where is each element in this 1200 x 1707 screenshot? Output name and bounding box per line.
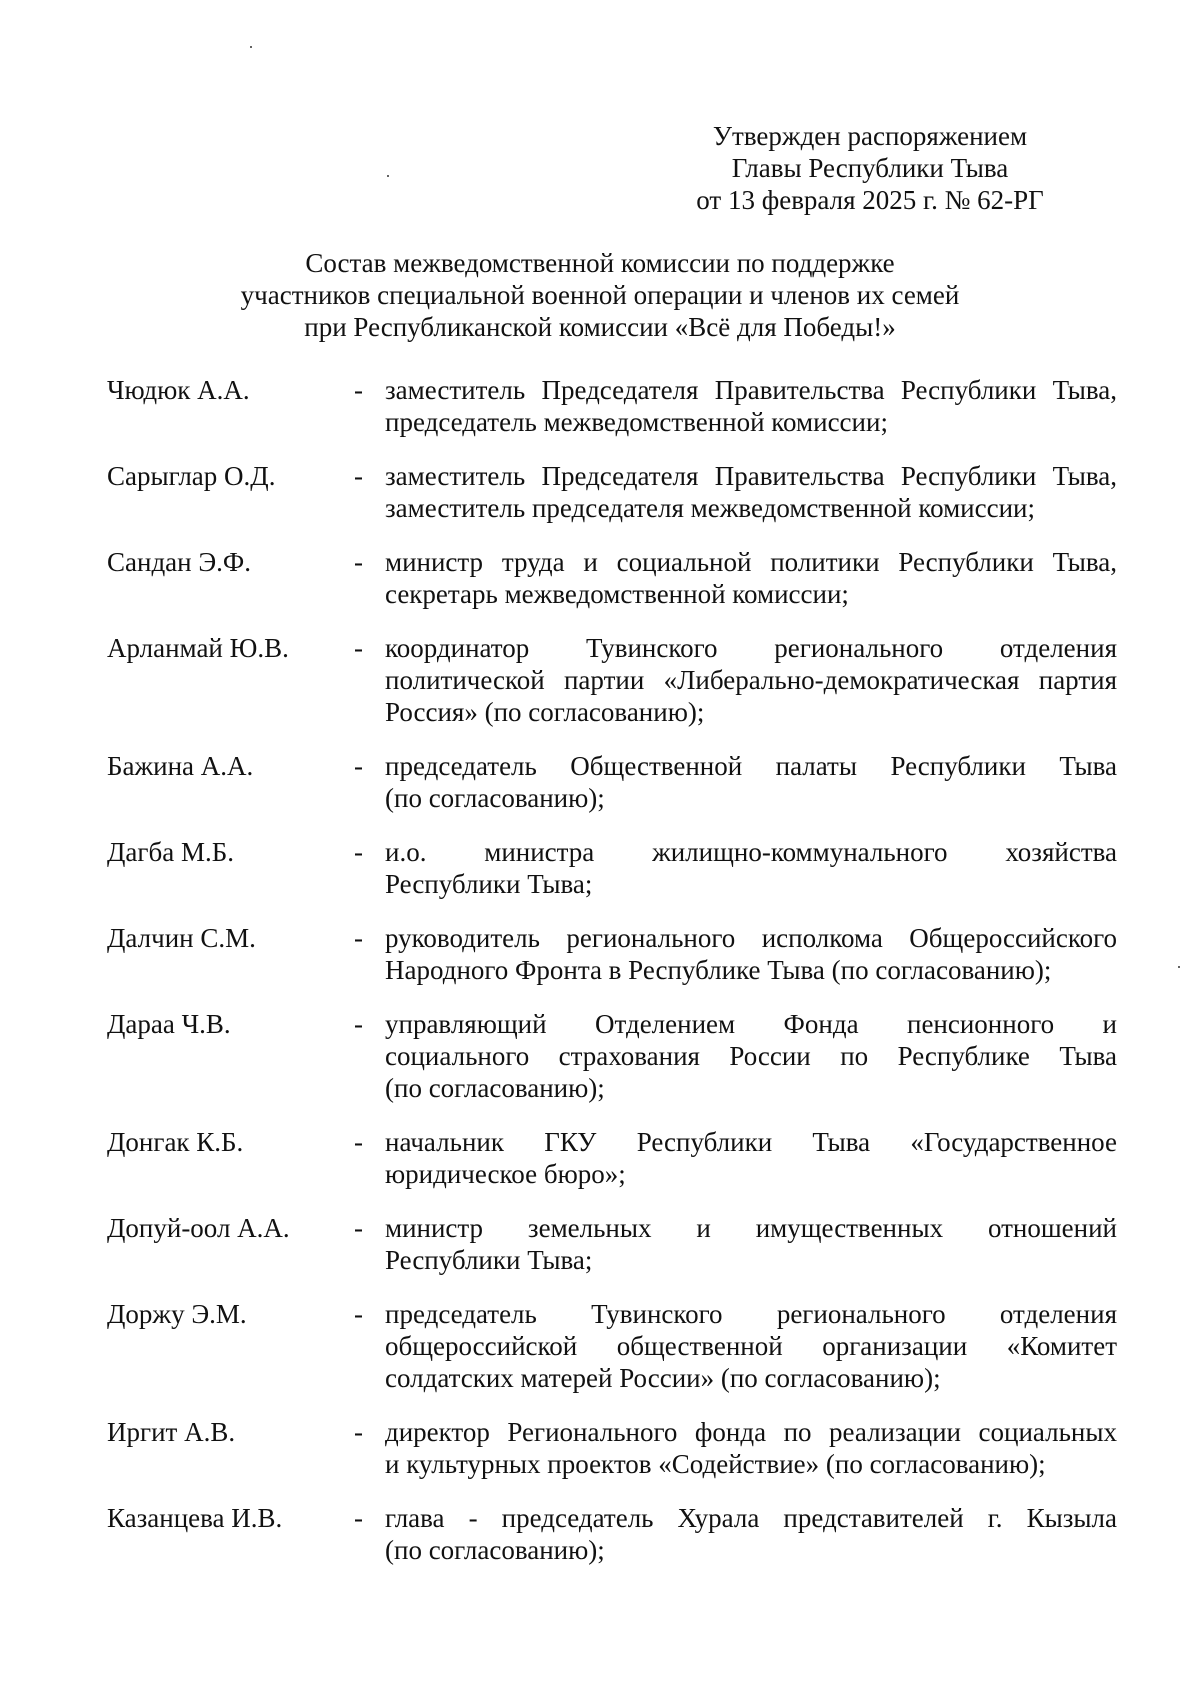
member-row: [107, 1502, 1127, 1566]
member-name: Бажина А.А.: [107, 751, 254, 781]
member-role-line: (по согласованию);: [385, 1073, 605, 1103]
member-role-line: Россия» (по согласованию);: [385, 697, 705, 727]
member-dash: -: [354, 1127, 363, 1157]
member-role: [385, 1008, 1117, 1104]
scan-speck: [1178, 966, 1180, 968]
member-role: [385, 1212, 1117, 1276]
member-role-line: председатель межведомственной комиссии;: [385, 407, 888, 437]
member-role: [385, 922, 1117, 986]
member-name: Доржу Э.М.: [107, 1299, 247, 1329]
member-name: Сандан Э.Ф.: [107, 547, 252, 577]
member-dash: -: [354, 751, 363, 781]
title-line-3: при Республиканской комиссии «Всё для Победы!»: [304, 312, 896, 342]
member-name: Казанцева И.В.: [107, 1503, 283, 1533]
member-role-line: председатель Тувинского регионального отделения: [385, 1299, 1117, 1329]
member-role-line: координатор Тувинского регионального отделения: [385, 633, 1117, 663]
member-role: [385, 632, 1117, 728]
member-role-line: Республики Тыва;: [385, 869, 593, 899]
member-row: [107, 374, 1127, 438]
member-role-line: глава - председатель Хурала представителей г. Кызыла: [385, 1503, 1117, 1533]
member-role-line: заместитель Председателя Правительства Республики Тыва,: [385, 375, 1117, 405]
member-role-line: министр земельных и имущественных отношений: [385, 1213, 1117, 1243]
member-name: Допуй-оол А.А.: [107, 1213, 290, 1243]
member-row: [107, 1298, 1127, 1394]
member-dash: -: [354, 633, 363, 663]
member-role-line: секретарь межведомственной комиссии;: [385, 579, 849, 609]
member-row: [107, 632, 1127, 728]
member-role-line: общероссийской общественной организации «Комитет: [385, 1331, 1117, 1361]
member-role-line: заместитель председателя межведомственной комиссии;: [385, 493, 1035, 523]
member-row: [107, 1126, 1127, 1190]
member-role-line: политической партии «Либерально-демократическая партия: [385, 665, 1117, 695]
member-role-line: руководитель регионального исполкома Общероссийского: [385, 923, 1117, 953]
scan-speck: [387, 175, 389, 177]
member-role-line: социального страхования России по Республике Тыва: [385, 1041, 1117, 1071]
member-role-line: юридическое бюро»;: [385, 1159, 626, 1189]
approval-stamp: [640, 120, 1100, 216]
member-row: [107, 460, 1127, 524]
member-role: [385, 1416, 1117, 1480]
member-role-line: солдатских матерей России» (по согласованию);: [385, 1363, 941, 1393]
member-dash: -: [354, 923, 363, 953]
member-name: Дараа Ч.В.: [107, 1009, 231, 1039]
member-name: Иргит А.В.: [107, 1417, 236, 1447]
member-dash: -: [354, 1213, 363, 1243]
member-dash: -: [354, 375, 363, 405]
scan-speck: [250, 46, 252, 48]
member-role-line: Республики Тыва;: [385, 1245, 593, 1275]
member-role-line: председатель Общественной палаты Республики Тыва: [385, 751, 1117, 781]
approval-line-3: от 13 февраля 2025 г. № 62-РГ: [696, 185, 1044, 215]
member-role: [385, 374, 1117, 438]
member-role: [385, 546, 1117, 610]
member-role-line: министр труда и социальной политики Республики Тыва,: [385, 547, 1117, 577]
member-role: [385, 1298, 1117, 1394]
member-role-line: заместитель Председателя Правительства Республики Тыва,: [385, 461, 1117, 491]
member-role-line: управляющий Отделением Фонда пенсионного и: [385, 1009, 1117, 1039]
member-row: [107, 546, 1127, 610]
member-name: Донгак К.Б.: [107, 1127, 244, 1157]
member-name: Дагба М.Б.: [107, 837, 234, 867]
member-row: [107, 1416, 1127, 1480]
title-line-2: участников специальной военной операции и членов их семей: [240, 280, 960, 310]
document-title: [150, 247, 1050, 343]
member-dash: -: [354, 1417, 363, 1447]
member-row: [107, 922, 1127, 986]
member-row: [107, 750, 1127, 814]
member-name: Арланмай Ю.В.: [107, 633, 289, 663]
approval-line-1: Утвержден распоряжением: [712, 121, 1028, 151]
member-row: [107, 1008, 1127, 1104]
member-dash: -: [354, 547, 363, 577]
member-dash: -: [354, 1009, 363, 1039]
approval-line-2: Главы Республики Тыва: [731, 153, 1009, 183]
title-line-1: Состав межведомственной комиссии по поддержке: [305, 248, 895, 278]
member-role: [385, 460, 1117, 524]
member-role-line: Народного Фронта в Республике Тыва (по согласованию);: [385, 955, 1052, 985]
member-role: [385, 836, 1117, 900]
member-role-line: начальник ГКУ Республики Тыва «Государственное: [385, 1127, 1117, 1157]
member-dash: -: [354, 1503, 363, 1533]
member-dash: -: [354, 1299, 363, 1329]
member-role-line: (по согласованию);: [385, 783, 605, 813]
member-name: Чюдюк А.А.: [107, 375, 250, 405]
member-role-line: директор Регионального фонда по реализации социальных: [385, 1417, 1117, 1447]
member-role-line: и культурных проектов «Содействие» (по согласованию);: [385, 1449, 1046, 1479]
member-role: [385, 1502, 1117, 1566]
member-role-line: (по согласованию);: [385, 1535, 605, 1565]
member-role-line: и.о. министра жилищно-коммунального хозяйства: [385, 837, 1117, 867]
member-name: Далчин С.М.: [107, 923, 256, 953]
member-dash: -: [354, 461, 363, 491]
member-name: Сарыглар О.Д.: [107, 461, 276, 491]
member-role: [385, 750, 1117, 814]
member-row: [107, 1212, 1127, 1276]
members-list: [107, 374, 1127, 1566]
member-dash: -: [354, 837, 363, 867]
member-row: [107, 836, 1127, 900]
member-role: [385, 1126, 1117, 1190]
